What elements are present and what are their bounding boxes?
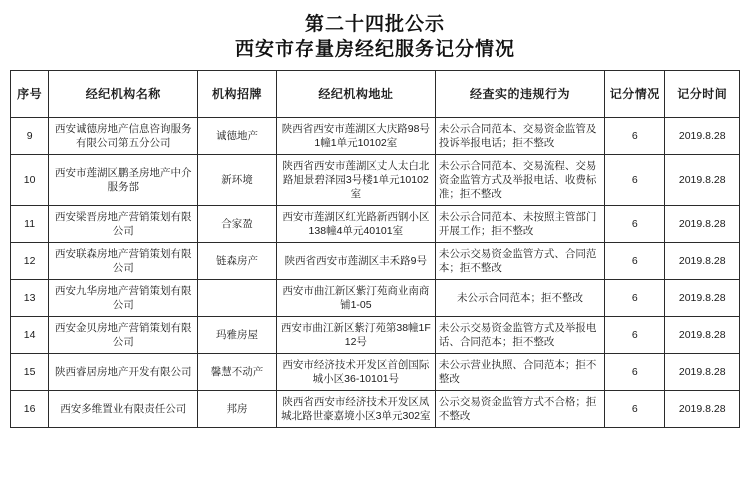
- table-row: [11, 280, 740, 317]
- cell-brand: 诚德地产: [198, 118, 277, 155]
- cell-date: 2019.8.28: [665, 155, 740, 206]
- cell-seq: 9: [11, 118, 49, 155]
- cell-seq: 10: [11, 155, 49, 206]
- title-line-1: 第二十四批公示: [304, 13, 445, 35]
- table-row: [11, 354, 740, 391]
- cell-score: 6: [605, 155, 665, 206]
- cell-score: 6: [605, 391, 665, 428]
- cell-org: 西安联森房地产营销策划有限公司: [49, 243, 198, 280]
- table-row: [11, 243, 740, 280]
- cell-date: 2019.8.28: [665, 243, 740, 280]
- cell-date: 2019.8.28: [665, 354, 740, 391]
- cell-org: 西安市莲湖区鹏圣房地产中介服务部: [49, 155, 198, 206]
- cell-brand: 新环境: [198, 155, 277, 206]
- cell-brand: 邦房: [198, 391, 277, 428]
- cell-score: 6: [605, 280, 665, 317]
- cell-date: 2019.8.28: [665, 391, 740, 428]
- cell-violation: 未公示营业执照、合同范本；拒不整改: [435, 354, 604, 391]
- cell-org: 陕西睿居房地产开发有限公司: [49, 354, 198, 391]
- cell-violation: 未公示合同范本、交易流程、交易资金监管方式及举报电话、收费标准；拒不整改: [435, 155, 604, 206]
- cell-score: 6: [605, 317, 665, 354]
- cell-date: 2019.8.28: [665, 118, 740, 155]
- table-row: [11, 206, 740, 243]
- cell-address: 西安市经济技术开发区首创国际城小区36-10101号: [276, 354, 435, 391]
- column-header-score: 记分情况: [605, 71, 665, 118]
- column-header-seq: 序号: [11, 71, 49, 118]
- cell-date: 2019.8.28: [665, 206, 740, 243]
- document-title: [10, 12, 740, 62]
- cell-violation: 未公示交易资金监管方式及举报电话、合同范本；拒不整改: [435, 317, 604, 354]
- cell-seq: 13: [11, 280, 49, 317]
- cell-violation: 未公示交易资金监管方式、合同范本；拒不整改: [435, 243, 604, 280]
- cell-brand: 链森房产: [198, 243, 277, 280]
- records-table: [10, 70, 740, 428]
- cell-seq: 14: [11, 317, 49, 354]
- cell-violation: 未公示合同范本、交易资金监管及投诉举报电话；拒不整改: [435, 118, 604, 155]
- cell-score: 6: [605, 206, 665, 243]
- cell-org: 西安金贝房地产营销策划有限公司: [49, 317, 198, 354]
- cell-score: 6: [605, 243, 665, 280]
- cell-org: 西安多维置业有限责任公司: [49, 391, 198, 428]
- cell-address: 西安市曲江新区紫汀苑商业南商铺1-05: [276, 280, 435, 317]
- cell-address: 陕西省西安市莲湖区丰禾路9号: [276, 243, 435, 280]
- cell-brand: 玛雅房屋: [198, 317, 277, 354]
- cell-brand: [198, 280, 277, 317]
- table-row: [11, 155, 740, 206]
- cell-seq: 16: [11, 391, 49, 428]
- cell-seq: 12: [11, 243, 49, 280]
- column-header-date: 记分时间: [665, 71, 740, 118]
- column-header-address: 经纪机构地址: [276, 71, 435, 118]
- cell-org: 西安诚德房地产信息咨询服务有限公司第五分公司: [49, 118, 198, 155]
- cell-violation: 未公示合同范本、未按照主管部门开展工作；拒不整改: [435, 206, 604, 243]
- column-header-brand: 机构招牌: [198, 71, 277, 118]
- cell-address: 陕西省西安市莲湖区丈人太白北路旭景碧泽园3号楼1单元10102室: [276, 155, 435, 206]
- cell-brand: 合家盈: [198, 206, 277, 243]
- table-row: [11, 317, 740, 354]
- cell-address: 陕西省西安市莲湖区大庆路98号1幢1单元10102室: [276, 118, 435, 155]
- cell-address: 西安市曲江新区紫汀苑第38幢1F12号: [276, 317, 435, 354]
- cell-violation: 未公示合同范本；拒不整改: [435, 280, 604, 317]
- cell-date: 2019.8.28: [665, 317, 740, 354]
- cell-seq: 11: [11, 206, 49, 243]
- cell-date: 2019.8.28: [665, 280, 740, 317]
- cell-score: 6: [605, 118, 665, 155]
- cell-seq: 15: [11, 354, 49, 391]
- cell-brand: 馨慧不动产: [198, 354, 277, 391]
- table-header-row: [11, 71, 740, 118]
- cell-violation: 公示交易资金监管方式不合格；拒不整改: [435, 391, 604, 428]
- cell-org: 西安梁晋房地产营销策划有限公司: [49, 206, 198, 243]
- column-header-org: 经纪机构名称: [49, 71, 198, 118]
- title-line-2: 西安市存量房经纪服务记分情况: [234, 38, 515, 60]
- table-row: [11, 118, 740, 155]
- cell-score: 6: [605, 354, 665, 391]
- table-row: [11, 391, 740, 428]
- cell-address: 西安市莲湖区红光路新西钢小区138幢4单元40101室: [276, 206, 435, 243]
- column-header-violation: 经查实的违规行为: [435, 71, 604, 118]
- cell-org: 西安九华房地产营销策划有限公司: [49, 280, 198, 317]
- cell-address: 陕西省西安市经济技术开发区凤城北路世豪嘉境小区3单元302室: [276, 391, 435, 428]
